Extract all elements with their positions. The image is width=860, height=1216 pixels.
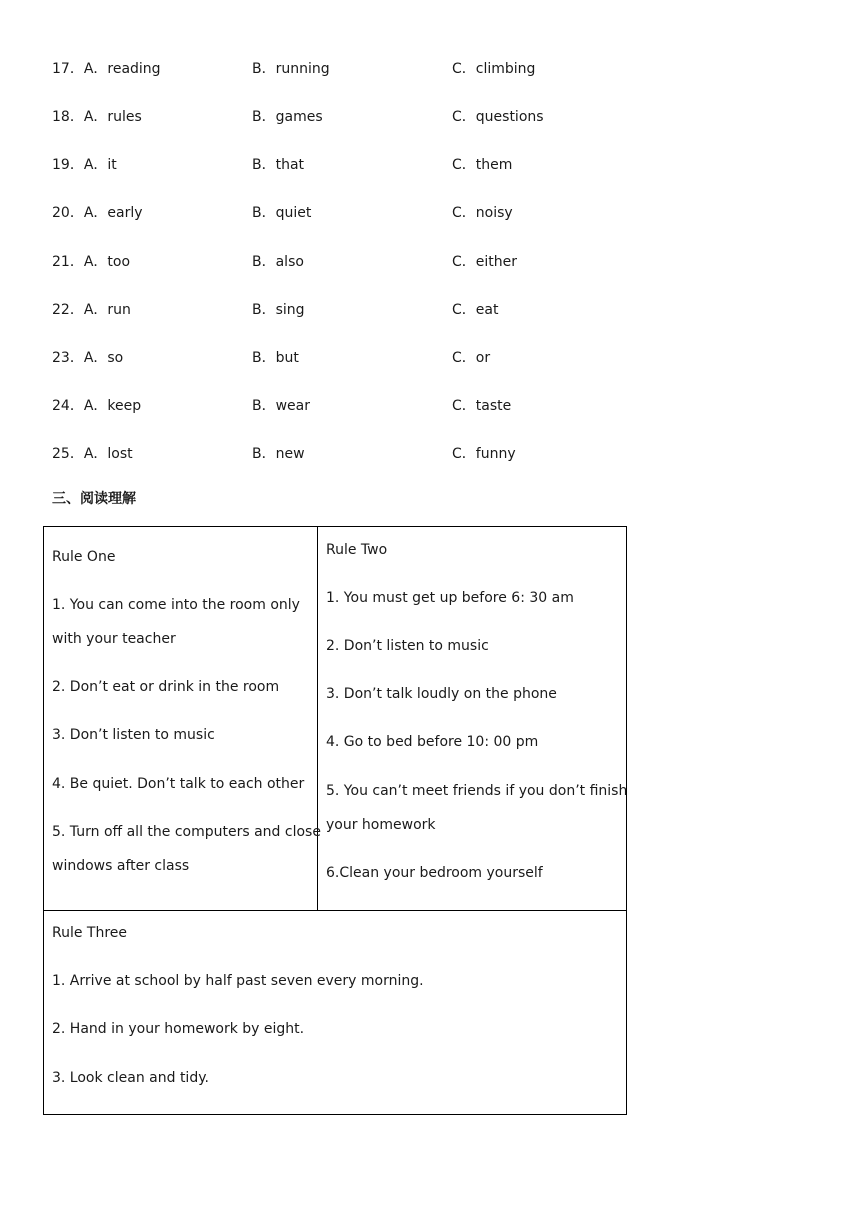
option-a: 24．A．keep <box>52 398 142 414</box>
rule-one-line: 4. Be quiet. Don’t talk to each other <box>52 776 305 792</box>
rule-two-line: 4. Go to bed before 10: 00 pm <box>326 734 539 750</box>
rule-three-line: 1. Arrive at school by half past seven every morning. <box>52 973 424 989</box>
section-title: 三、阅读理解 <box>52 491 136 507</box>
option-a: 20．A．early <box>52 205 143 221</box>
rule-two-heading: Rule Two <box>326 542 388 558</box>
option-b: B．wear <box>252 398 311 414</box>
column-divider <box>317 527 318 910</box>
option-c: C．climbing <box>452 61 536 77</box>
option-b: B．but <box>252 350 299 366</box>
rule-one-line: with your teacher <box>52 631 176 647</box>
option-b: B．new <box>252 446 305 462</box>
option-c: C．them <box>452 157 513 173</box>
option-b: B．that <box>252 157 305 173</box>
option-b: B．sing <box>252 302 305 318</box>
option-c: C．noisy <box>452 205 513 221</box>
rule-three-line: 3. Look clean and tidy. <box>52 1070 209 1086</box>
option-c: C．funny <box>452 446 516 462</box>
option-b: B．quiet <box>252 205 312 221</box>
rule-two-line: 6.Clean your bedroom yourself <box>326 865 543 881</box>
option-b: B．running <box>252 61 330 77</box>
question-row-21 <box>0 252 860 272</box>
question-row-18 <box>0 107 860 127</box>
rule-two-line: 1. You must get up before 6: 30 am <box>326 590 574 606</box>
option-a: 22．A．run <box>52 302 131 318</box>
rule-two-line: 5. You can’t meet friends if you don’t finish <box>326 783 628 799</box>
question-row-19 <box>0 155 860 175</box>
question-row-25 <box>0 444 860 464</box>
row-divider <box>44 910 626 911</box>
option-c: C．either <box>452 254 518 270</box>
rule-three-heading: Rule Three <box>52 925 128 941</box>
rule-one-line: windows after class <box>52 858 190 874</box>
rule-two-line: your homework <box>326 817 436 833</box>
option-b: B．games <box>252 109 323 125</box>
rule-one-line: 3. Don’t listen to music <box>52 727 215 743</box>
option-a: 25．A．lost <box>52 446 133 462</box>
rules-table <box>43 526 627 1115</box>
option-c: C．or <box>452 350 491 366</box>
rule-one-heading: Rule One <box>52 549 116 565</box>
rule-one-line: 1. You can come into the room only <box>52 597 300 613</box>
option-a: 23．A．so <box>52 350 124 366</box>
question-row-22 <box>0 300 860 320</box>
rule-one-line: 5. Turn off all the computers and close <box>52 824 321 840</box>
rule-three-line: 2. Hand in your homework by eight. <box>52 1021 305 1037</box>
option-a: 19．A．it <box>52 157 117 173</box>
question-row-23 <box>0 348 860 368</box>
option-a: 21．A．too <box>52 254 131 270</box>
option-c: C．eat <box>452 302 499 318</box>
option-b: B．also <box>252 254 304 270</box>
rule-one-line: 2. Don’t eat or drink in the room <box>52 679 280 695</box>
rule-two-line: 2. Don’t listen to music <box>326 638 489 654</box>
question-row-20 <box>0 203 860 223</box>
option-a: 17．A．reading <box>52 61 161 77</box>
question-row-17 <box>0 59 860 79</box>
option-c: C．taste <box>452 398 512 414</box>
option-c: C．questions <box>452 109 544 125</box>
option-a: 18．A．rules <box>52 109 142 125</box>
question-row-24 <box>0 396 860 416</box>
rule-two-line: 3. Don’t talk loudly on the phone <box>326 686 557 702</box>
